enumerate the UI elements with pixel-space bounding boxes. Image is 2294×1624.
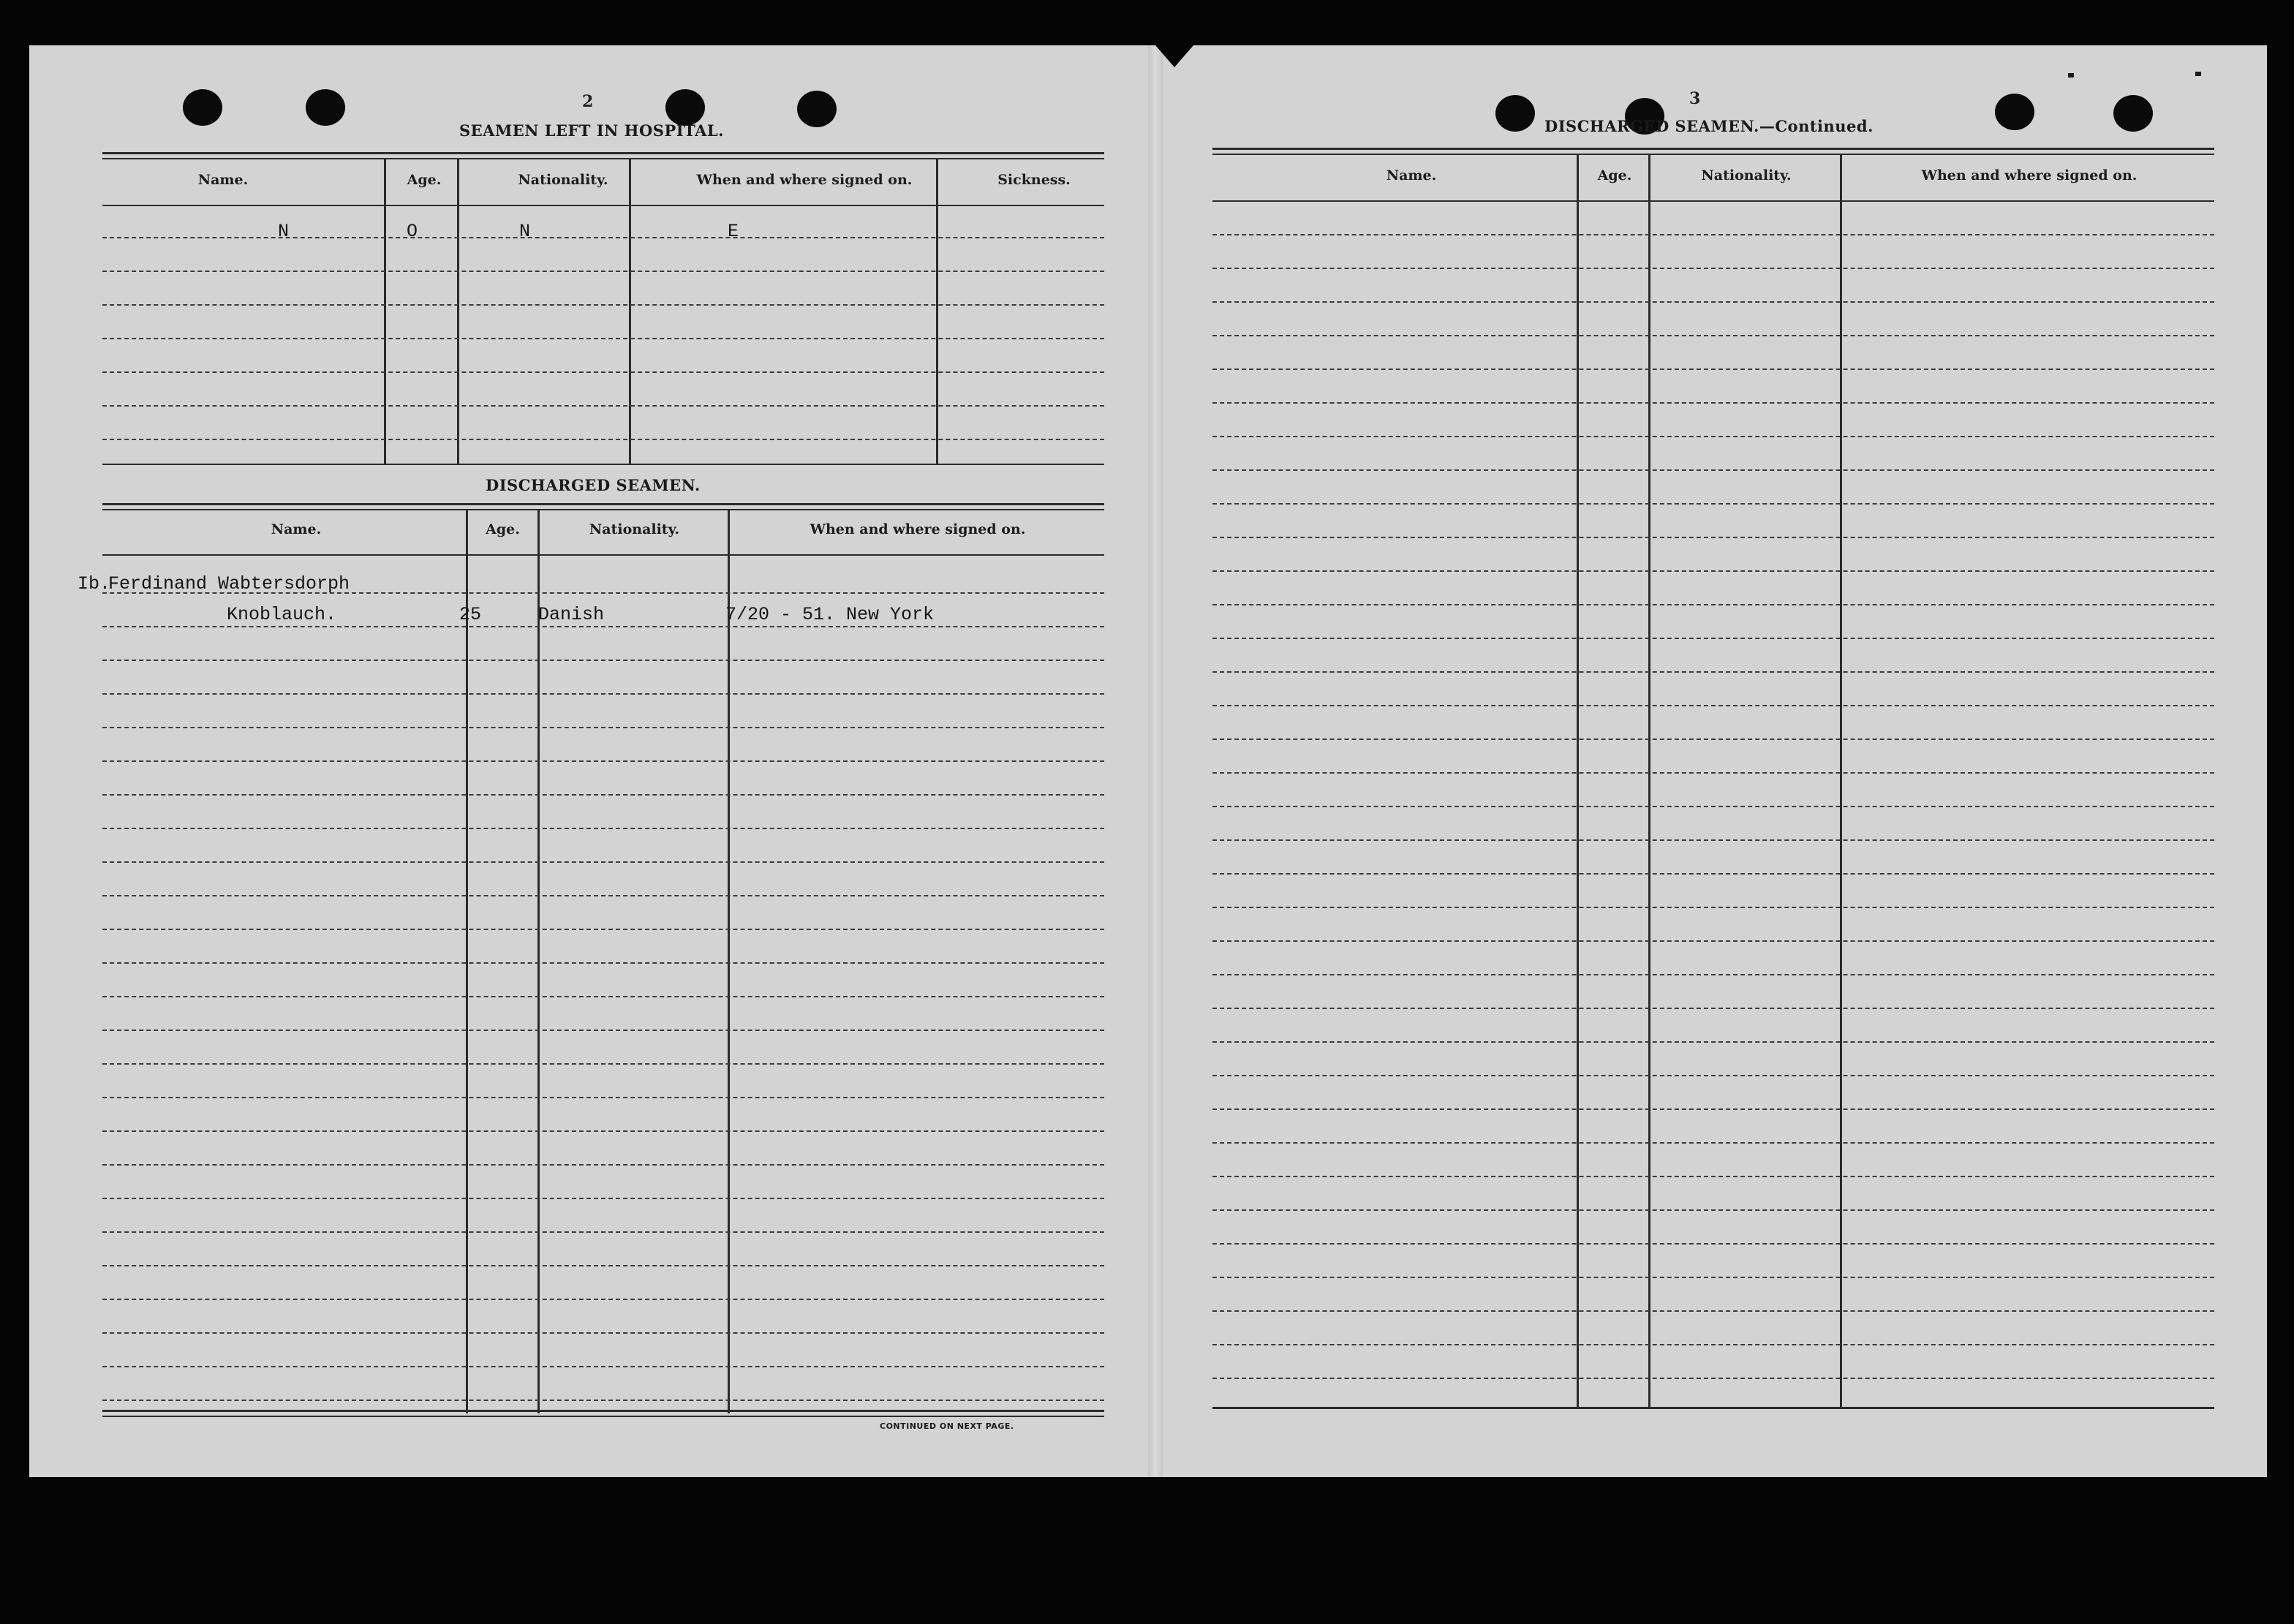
hospital-col-signed-on: When and where signed on. bbox=[696, 172, 913, 188]
hospital-row-line bbox=[102, 271, 1104, 272]
right-header-rule bbox=[1212, 200, 2214, 202]
form-row-line bbox=[102, 1063, 1104, 1065]
hospital-header-rule bbox=[102, 205, 1104, 206]
form-row-line bbox=[1212, 301, 2214, 303]
form-row-line bbox=[1212, 469, 2214, 471]
form-row-line bbox=[1212, 268, 2214, 269]
hospital-divider bbox=[457, 159, 459, 464]
punch-hole bbox=[1995, 94, 2034, 130]
right-divider bbox=[1577, 154, 1579, 1409]
form-row-line bbox=[102, 592, 1104, 594]
hospital-row-line bbox=[102, 237, 1104, 238]
discharged-continued-title: DISCHARGED SEAMEN.—Continued. bbox=[1544, 117, 1874, 135]
right-bottom-rule bbox=[1212, 1407, 2214, 1409]
form-row-line bbox=[102, 895, 1104, 896]
form-row-line bbox=[102, 626, 1104, 627]
discharged-divider bbox=[728, 510, 730, 1413]
form-row-line bbox=[1212, 1277, 2214, 1278]
ink-mark bbox=[2195, 72, 2201, 76]
page-number-left: 2 bbox=[582, 92, 594, 111]
discharged-row-name: Ferdinand Wabtersdorph bbox=[108, 573, 350, 594]
hospital-entry-age: O bbox=[407, 221, 418, 242]
hospital-top-rule-2 bbox=[102, 158, 1104, 159]
form-row-line bbox=[102, 861, 1104, 863]
continued-footer: CONTINUED ON NEXT PAGE. bbox=[880, 1421, 1014, 1431]
punch-hole bbox=[665, 89, 705, 126]
form-row-line bbox=[1212, 537, 2214, 538]
form-row-line bbox=[102, 1030, 1104, 1031]
right-divider bbox=[1840, 154, 1842, 1409]
form-row-line bbox=[102, 693, 1104, 695]
form-row-line bbox=[1212, 1008, 2214, 1009]
form-row-line bbox=[1212, 974, 2214, 975]
hospital-entry-signed-on: E bbox=[728, 221, 739, 242]
discharged-section-title: DISCHARGED SEAMEN. bbox=[486, 476, 701, 494]
hospital-entry-name: N bbox=[278, 221, 290, 242]
punch-hole bbox=[1495, 95, 1535, 132]
form-row-line bbox=[102, 1265, 1104, 1266]
right-col-signed-on: When and where signed on. bbox=[1921, 167, 2138, 184]
discharged-top-rule bbox=[102, 503, 1104, 505]
discharged-bottom-rule-2 bbox=[102, 1416, 1104, 1417]
punch-hole bbox=[306, 89, 345, 126]
form-row-line bbox=[1212, 1142, 2214, 1144]
discharged-col-signed-on: When and where signed on. bbox=[810, 521, 1026, 537]
form-row-line bbox=[1212, 1041, 2214, 1043]
form-row-line bbox=[102, 1130, 1104, 1132]
discharged-row-age: 25 bbox=[459, 604, 482, 625]
binding-notch bbox=[1155, 45, 1193, 67]
form-row-line bbox=[102, 1198, 1104, 1199]
form-row-line bbox=[1212, 503, 2214, 505]
form-row-line bbox=[1212, 705, 2214, 706]
form-row-line bbox=[1212, 671, 2214, 673]
discharged-header-rule bbox=[102, 554, 1104, 556]
hospital-divider bbox=[384, 159, 386, 464]
form-row-line bbox=[102, 929, 1104, 930]
discharged-col-nationality: Nationality. bbox=[589, 521, 680, 537]
form-row-line bbox=[1212, 1310, 2214, 1312]
form-row-line bbox=[1212, 772, 2214, 774]
form-row-line bbox=[1212, 739, 2214, 740]
right-top-rule-2 bbox=[1212, 154, 2214, 155]
ink-mark bbox=[2068, 73, 2074, 78]
hospital-divider bbox=[936, 159, 938, 464]
form-row-line bbox=[102, 1366, 1104, 1367]
form-row-line bbox=[1212, 638, 2214, 639]
discharged-row-nationality: Danish bbox=[538, 604, 605, 625]
discharged-col-name: Name. bbox=[271, 521, 322, 537]
form-row-line bbox=[1212, 1109, 2214, 1110]
hospital-row-line bbox=[102, 304, 1104, 306]
form-row-line bbox=[1212, 1344, 2214, 1345]
discharged-top-rule-2 bbox=[102, 509, 1104, 510]
form-row-line bbox=[1212, 436, 2214, 437]
hospital-col-age: Age. bbox=[407, 172, 442, 188]
document-sheet bbox=[29, 45, 2267, 1477]
form-row-line bbox=[1212, 402, 2214, 404]
form-row-line bbox=[1212, 1243, 2214, 1245]
form-row-line bbox=[102, 1299, 1104, 1300]
hospital-entry-nationality: N bbox=[519, 221, 531, 242]
form-row-line bbox=[1212, 604, 2214, 605]
form-row-line bbox=[102, 794, 1104, 796]
hospital-section-title: SEAMEN LEFT IN HOSPITAL. bbox=[459, 121, 724, 140]
discharged-divider bbox=[537, 510, 540, 1413]
hospital-row-line bbox=[102, 338, 1104, 339]
right-col-name: Name. bbox=[1386, 167, 1437, 184]
form-row-line bbox=[102, 760, 1104, 762]
hospital-col-nationality: Nationality. bbox=[518, 172, 608, 188]
page-fold bbox=[1148, 45, 1163, 1477]
form-row-line bbox=[102, 727, 1104, 728]
hospital-col-name: Name. bbox=[197, 172, 249, 188]
form-row-line bbox=[1212, 234, 2214, 235]
discharged-row-prefix: Ib. bbox=[78, 573, 111, 594]
form-row-line bbox=[1212, 1209, 2214, 1211]
form-row-line bbox=[102, 828, 1104, 829]
form-row-line bbox=[1212, 839, 2214, 841]
form-row-line bbox=[102, 962, 1104, 964]
form-row-line bbox=[1212, 806, 2214, 807]
form-row-line bbox=[1212, 873, 2214, 875]
discharged-bottom-rule bbox=[102, 1410, 1104, 1412]
right-col-nationality: Nationality. bbox=[1701, 167, 1792, 184]
form-row-line bbox=[102, 660, 1104, 661]
hospital-divider bbox=[629, 159, 631, 464]
form-row-line bbox=[1212, 940, 2214, 942]
form-row-line bbox=[102, 1164, 1104, 1166]
form-row-line bbox=[1212, 335, 2214, 336]
discharged-row-signed-on: 7/20 - 51. New York bbox=[725, 604, 935, 625]
punch-hole bbox=[183, 89, 222, 126]
form-row-line bbox=[102, 996, 1104, 997]
form-row-line bbox=[102, 1400, 1104, 1401]
hospital-top-rule bbox=[102, 152, 1104, 154]
form-row-line bbox=[1212, 1176, 2214, 1177]
form-row-line bbox=[1212, 369, 2214, 370]
hospital-row-line bbox=[102, 371, 1104, 373]
hospital-bottom-rule bbox=[102, 464, 1104, 465]
form-row-line bbox=[102, 1097, 1104, 1098]
form-row-line bbox=[1212, 1075, 2214, 1076]
hospital-row-line bbox=[102, 405, 1104, 407]
punch-hole bbox=[797, 91, 837, 127]
page-number-right: 3 bbox=[1689, 89, 1701, 108]
discharged-row-name: Knoblauch. bbox=[227, 604, 337, 625]
hospital-col-sickness: Sickness. bbox=[997, 172, 1071, 188]
form-row-line bbox=[1212, 1378, 2214, 1379]
right-top-rule bbox=[1212, 148, 2214, 150]
discharged-col-age: Age. bbox=[486, 521, 520, 537]
form-row-line bbox=[102, 1332, 1104, 1334]
form-row-line bbox=[102, 1231, 1104, 1233]
right-col-age: Age. bbox=[1597, 167, 1632, 184]
form-row-line bbox=[1212, 570, 2214, 572]
punch-hole bbox=[2113, 95, 2153, 132]
form-row-line bbox=[1212, 907, 2214, 908]
right-divider bbox=[1648, 154, 1650, 1409]
hospital-row-line bbox=[102, 439, 1104, 440]
discharged-divider bbox=[466, 510, 468, 1413]
